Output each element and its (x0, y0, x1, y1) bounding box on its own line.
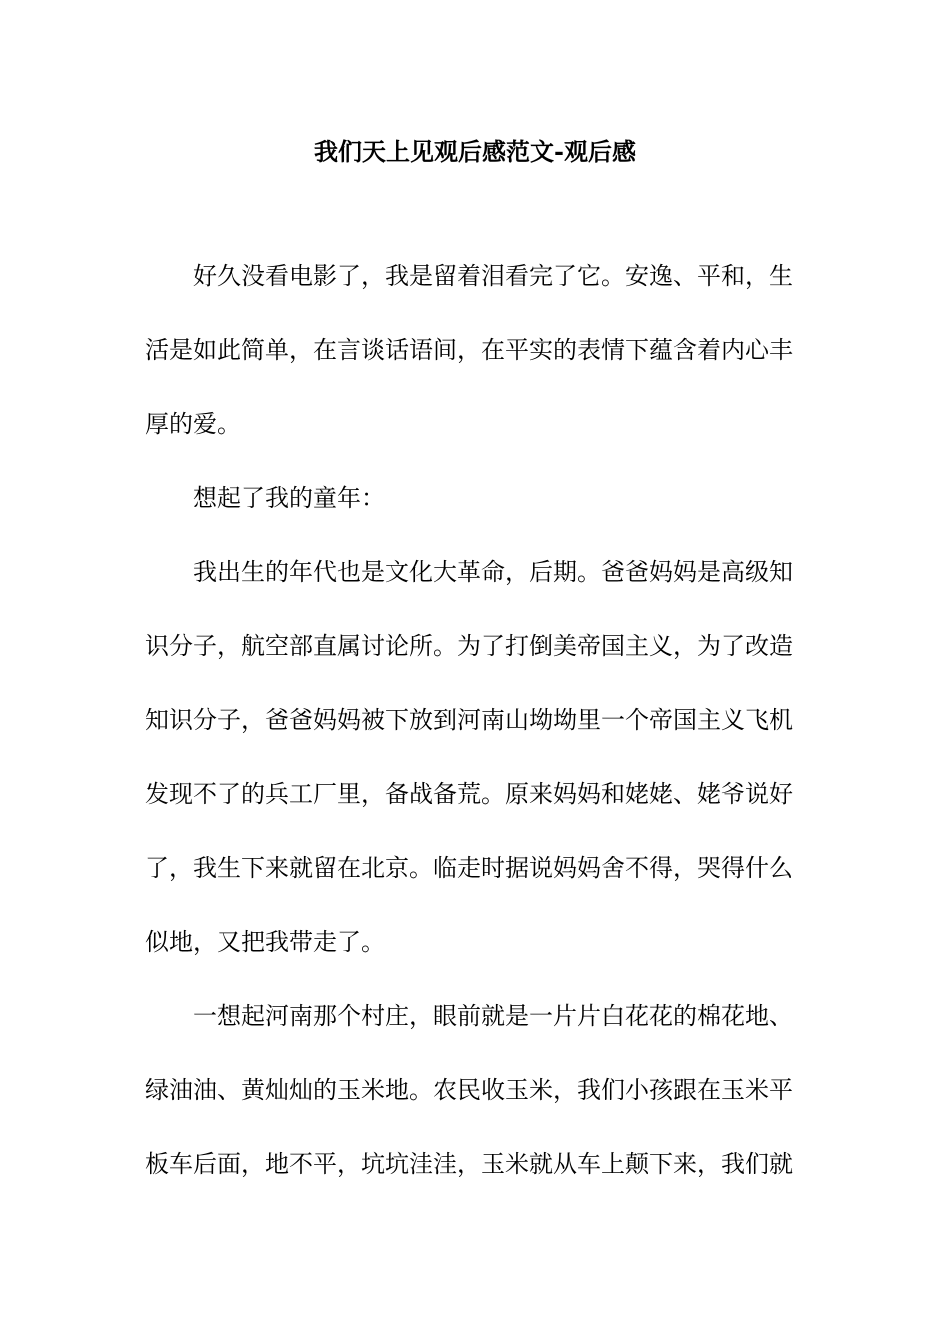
body-line: 活是如此简单，在言谈话语间，在平实的表情下蕴含着内心丰 (145, 336, 793, 364)
body-line: 识分子，航空部直属讨论所。为了打倒美帝国主义，为了改造 (145, 632, 793, 660)
document-body (145, 250, 805, 1212)
body-line: 一想起河南那个村庄，眼前就是一片片白花花的棉花地、 (193, 1002, 793, 1030)
body-line: 了，我生下来就留在北京。临走时据说妈妈舍不得，哭得什么 (145, 854, 793, 882)
body-line: 绿油油、黄灿灿的玉米地。农民收玉米，我们小孩跟在玉米平 (145, 1076, 793, 1104)
body-line: 想起了我的童年： (193, 484, 385, 512)
body-line: 板车后面，地不平，坑坑洼洼，玉米就从车上颠下来，我们就 (145, 1150, 793, 1178)
body-line: 我出生的年代也是文化大革命，后期。爸爸妈妈是高级知 (193, 558, 793, 586)
body-line: 发现不了的兵工厂里，备战备荒。原来妈妈和姥姥、姥爷说好 (145, 780, 793, 808)
body-line: 似地，又把我带走了。 (145, 928, 385, 956)
body-line: 知识分子，爸爸妈妈被下放到河南山坳坳里一个帝国主义飞机 (145, 706, 793, 734)
body-line: 好久没看电影了，我是留着泪看完了它。安逸、平和，生 (193, 262, 793, 290)
body-line: 厚的爱。 (145, 410, 241, 438)
document-title: 我们天上见观后感范文-观后感 (314, 137, 636, 166)
